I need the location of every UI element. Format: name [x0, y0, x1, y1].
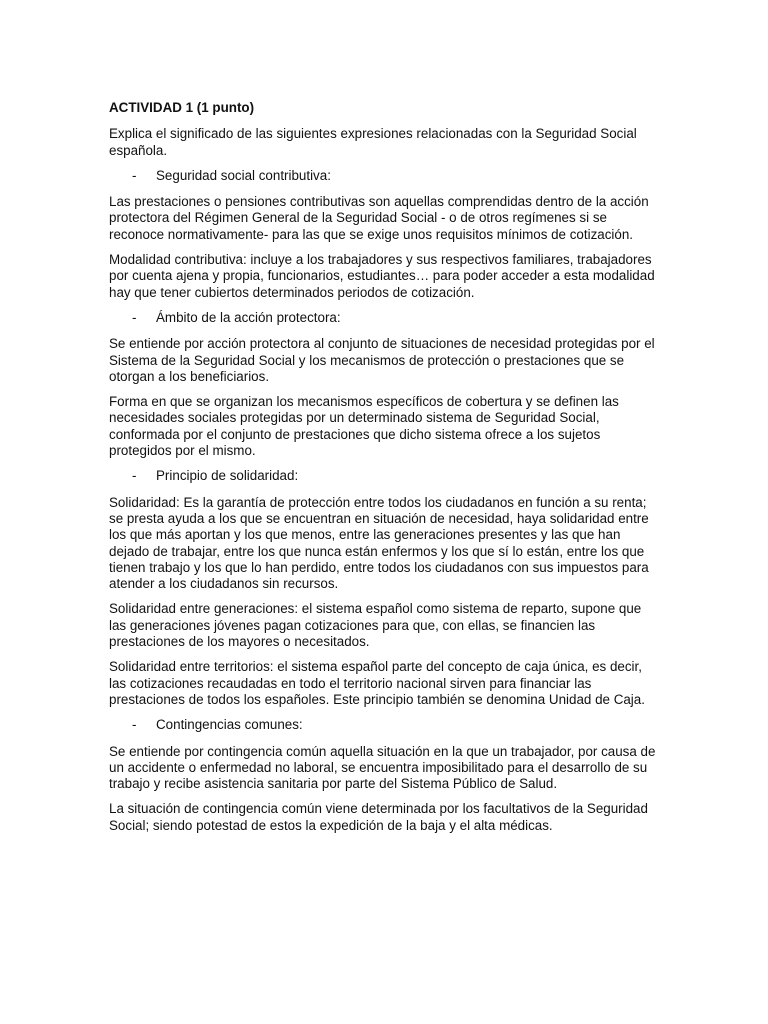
- paragraph: Las prestaciones o pensiones contributivas son aquellas comprendidas dentro de la acción protectora del Régimen General de la Seguridad Social - o de otros regímenes si se reconoce normativamente- para las que se exige unos requisitos mínimos de cotización.: [109, 194, 649, 242]
- paragraph: La situación de contingencia común viene determinada por los facultativos de la Seguridad Social; siendo potestad de estos la expedición de la baja y el alta médicas.: [109, 801, 648, 833]
- bullet-item-contributiva: [109, 168, 657, 184]
- paragraph: Modalidad contributiva: incluye a los trabajadores y sus respectivos familiares, trabajadores por cuenta ajena y propia, funcionarios, estudiantes… para poder acceder a esta modalidad hay que tener cubiertos determinados periodos de cotización.: [109, 252, 655, 300]
- paragraph: Solidaridad entre territorios: el sistema español parte del concepto de caja única, es decir, las cotizaciones recaudadas en todo el territorio nacional sirven para financiar las prestaciones de todos los españoles. Este principio también se denomina Unidad de Caja.: [109, 659, 645, 707]
- bullet-dash: -: [132, 167, 137, 183]
- paragraph: Solidaridad entre generaciones: el sistema español como sistema de reparto, supone que las generaciones jóvenes pagan cotizaciones para que, con ellas, se financien las prestaciones de los mayores o necesitados.: [109, 601, 642, 650]
- bullet-label: Contingencias comunes:: [156, 717, 303, 733]
- bullet-dash: -: [132, 468, 137, 484]
- bullet-item-contingencias: [109, 717, 657, 733]
- document-page: [109, 100, 657, 843]
- paragraph: Se entiende por contingencia común aquella situación en la que un trabajador, por causa de un accidente o enfermedad no laboral, se encuentra imposibilitado para el desarrollo de su trabajo y recibe asistencia sanitaria por parte del Sistema Público de Salud.: [109, 743, 656, 792]
- bullet-label: Principio de solidaridad:: [156, 468, 299, 484]
- activity-heading: ACTIVIDAD 1 (1 punto): [109, 100, 255, 115]
- bullet-dash: -: [132, 717, 137, 733]
- bullet-dash: -: [132, 309, 137, 325]
- bullet-label: Ámbito de la acción protectora:: [156, 309, 341, 325]
- paragraph: Se entiende por acción protectora al conjunto de situaciones de necesidad protegidas por el Sistema de la Seguridad Social y los mecanismos de protección o prestaciones que se otorgan a los beneficiarios.: [109, 336, 655, 384]
- bullet-item-ambito: [109, 310, 657, 326]
- bullet-label: Seguridad social contributiva:: [156, 167, 331, 183]
- bullet-item-solidaridad: [109, 468, 657, 484]
- paragraph: Solidaridad: Es la garantía de protección entre todos los ciudadanos en función a su renta; se presta ayuda a los que se encuentran en situación de necesidad, haya solidaridad entre los que más aportan y los que menos, entre las generaciones presentes y las que han dejado de trabajar, entre los que nunca están enfermos y los que sí lo están, entre los que tienen trabajo y los que lo han perdido, entre todos los ciudadanos con sus impuestos para atender a los ciudadanos sin recursos.: [109, 494, 649, 592]
- intro-paragraph: Explica el significado de las siguientes expresiones relacionadas con la Seguridad Social española.: [109, 126, 637, 158]
- paragraph: Forma en que se organizan los mecanismos específicos de cobertura y se definen las necesidades sociales protegidas por un determinado sistema de Seguridad Social, conformada por el conjunto de prestaciones que dicho sistema ofrece a los sujetos protegidos por el mismo.: [109, 394, 619, 459]
